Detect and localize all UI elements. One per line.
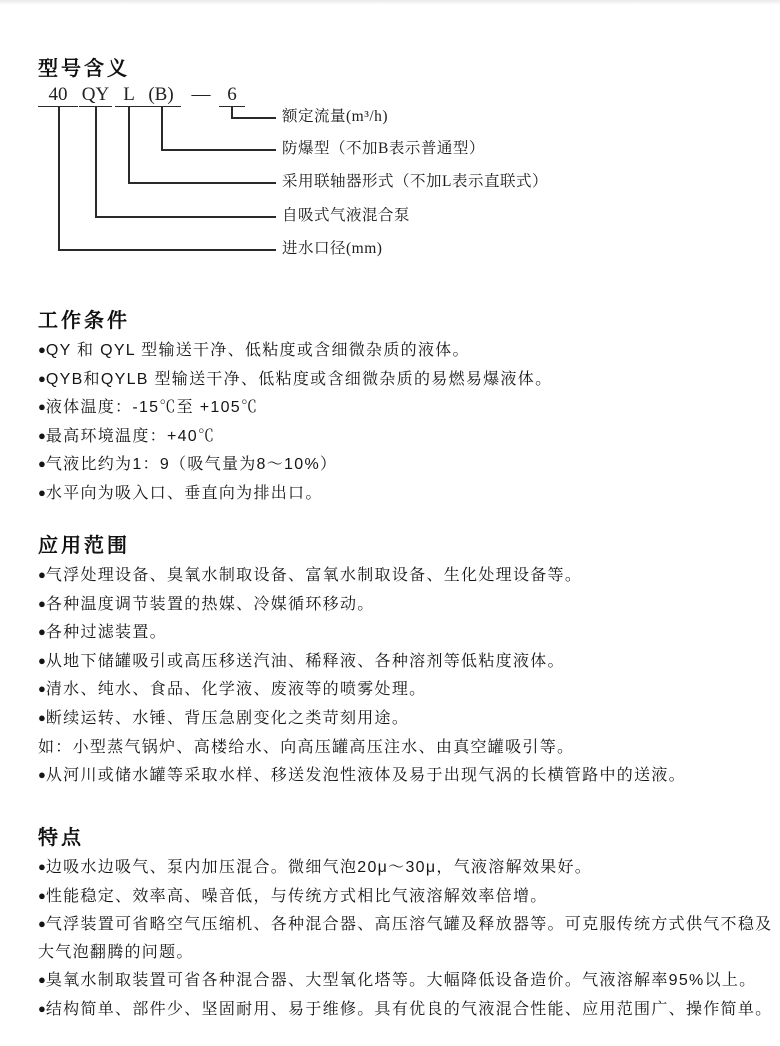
application-item-text: 如：小型蒸气锅炉、高楼给水、向高压罐高压注水、由真空罐吸引等。 <box>38 738 575 756</box>
application-item <box>38 733 778 762</box>
condition-item <box>38 365 778 394</box>
diagram-label-coupling: 采用联轴器形式（不加L表示直联式） <box>282 173 548 190</box>
code-part-dash: — <box>191 84 211 105</box>
condition-item <box>38 336 778 365</box>
applications-list <box>38 561 778 790</box>
feature-item-text: 臭氧水制取装置可省各种混合器、大型氧化塔等。大幅降低设备造价。气液溶解率95%以上。 <box>45 972 757 990</box>
application-item-text: 从河川或储水罐等采取水样、移送发泡性液体及易于出现气涡的长横管路中的送液。 <box>45 767 686 785</box>
model-section-title: 型号含义 <box>38 58 130 80</box>
bullet-icon: ● <box>38 972 46 988</box>
application-item <box>38 704 778 733</box>
application-item <box>38 761 778 790</box>
application-item-text: 从地下储罐吸引或高压移送汽油、稀释液、各种溶剂等低粘度液体。 <box>45 652 565 670</box>
bullet-icon: ● <box>38 342 46 357</box>
feature-item-text: 气浮装置可省略空气压缩机、各种混合器、高压溶气罐及释放器等。可克服传统方式供气不稳及大气泡翻腾的问题。 <box>38 916 773 961</box>
condition-item-text: 气液比约为1：9（吸气量为8～10%） <box>45 456 338 474</box>
application-item <box>38 618 778 647</box>
condition-item-text: 水平向为吸入口、垂直向为排出口。 <box>45 484 323 502</box>
bullet-icon: ● <box>38 916 46 932</box>
bullet-icon: ● <box>38 1000 46 1016</box>
bullet-icon: ● <box>38 456 46 472</box>
application-item <box>38 561 778 590</box>
application-item-text: 气浮处理设备、臭氧水制取设备、富氧水制取设备、生化处理设备等。 <box>45 567 583 584</box>
bullet-icon: ● <box>38 709 46 725</box>
feature-item <box>38 853 778 882</box>
connector-line <box>161 149 276 151</box>
bullet-icon: ● <box>38 859 46 874</box>
connector-line <box>58 249 276 251</box>
bullet-icon: ● <box>38 681 46 697</box>
bullet-icon: ● <box>38 887 46 903</box>
bullet-icon: ● <box>38 370 46 386</box>
bullet-icon: ● <box>38 567 46 582</box>
condition-item <box>38 450 778 479</box>
condition-item-text: 最高环境温度：+40℃ <box>45 427 216 445</box>
feature-item <box>38 910 778 966</box>
bullet-icon: ● <box>38 399 46 415</box>
feature-item-text: 性能稳定、效率高、噪音低，与传统方式相比气液溶解效率倍增。 <box>45 887 548 905</box>
features-list <box>38 853 778 1024</box>
connector-line <box>161 107 163 150</box>
bullet-icon: ● <box>38 427 46 443</box>
connector-line <box>58 107 60 250</box>
conditions-list <box>38 336 778 508</box>
feature-item <box>38 966 778 995</box>
application-item-text: 各种过滤装置。 <box>45 624 167 642</box>
condition-item <box>38 479 778 508</box>
bullet-icon: ● <box>38 624 46 640</box>
condition-item-text: QY 和 QYL 型输送干净、低粘度或含细微杂质的液体。 <box>45 342 470 359</box>
features-section-title: 特点 <box>38 827 84 849</box>
bullet-icon: ● <box>38 484 46 500</box>
code-part-flow: 6 <box>219 84 245 107</box>
diagram-label-explosion-proof: 防爆型（不加B表示普通型） <box>282 140 485 157</box>
feature-item <box>38 995 778 1024</box>
feature-item-text: 边吸水边吸气、泵内加压混合。微细气泡20μ～30μ，气液溶解效果好。 <box>45 859 593 876</box>
application-item <box>38 590 778 619</box>
connector-line <box>128 107 130 183</box>
application-item <box>38 647 778 676</box>
diagram-label-pump-type: 自吸式气液混合泵 <box>282 207 411 224</box>
connector-line <box>95 107 97 217</box>
condition-item-text: QYB和QYLB 型输送干净、低粘度或含细微杂质的易燃易爆液体。 <box>45 370 553 388</box>
connector-line <box>128 182 276 184</box>
bullet-icon: ● <box>38 595 46 611</box>
bullet-icon: ● <box>38 767 46 783</box>
diagram-label-rated-flow: 额定流量(m³/h) <box>282 108 389 125</box>
code-part-b: (B) <box>141 84 181 107</box>
bullet-icon: ● <box>38 652 46 668</box>
condition-item-text: 液体温度：-15℃至 +105℃ <box>45 399 259 417</box>
feature-item-text: 结构简单、部件少、坚固耐用、易于维修。具有优良的气液混合性能、应用范围广、操作简单。 <box>45 1000 773 1018</box>
code-part-qy: QY <box>79 84 112 107</box>
feature-item <box>38 882 778 911</box>
application-item-text: 各种温度调节装置的热媒、冷媒循环移动。 <box>45 595 375 613</box>
condition-item <box>38 393 778 422</box>
condition-item <box>38 422 778 451</box>
applications-section-title: 应用范围 <box>38 535 130 557</box>
diagram-label-inlet-diameter: 进水口径(mm) <box>282 240 383 257</box>
application-item-text: 断续运转、水锤、背压急剧变化之类苛刻用途。 <box>45 709 410 727</box>
connector-line <box>231 117 276 119</box>
application-item <box>38 675 778 704</box>
code-part-inlet: 40 <box>38 84 78 107</box>
application-item-text: 清水、纯水、食品、化学液、废液等的喷雾处理。 <box>45 681 427 699</box>
code-part-l: L <box>115 84 143 107</box>
conditions-section-title: 工作条件 <box>38 310 130 332</box>
connector-line <box>95 216 276 218</box>
